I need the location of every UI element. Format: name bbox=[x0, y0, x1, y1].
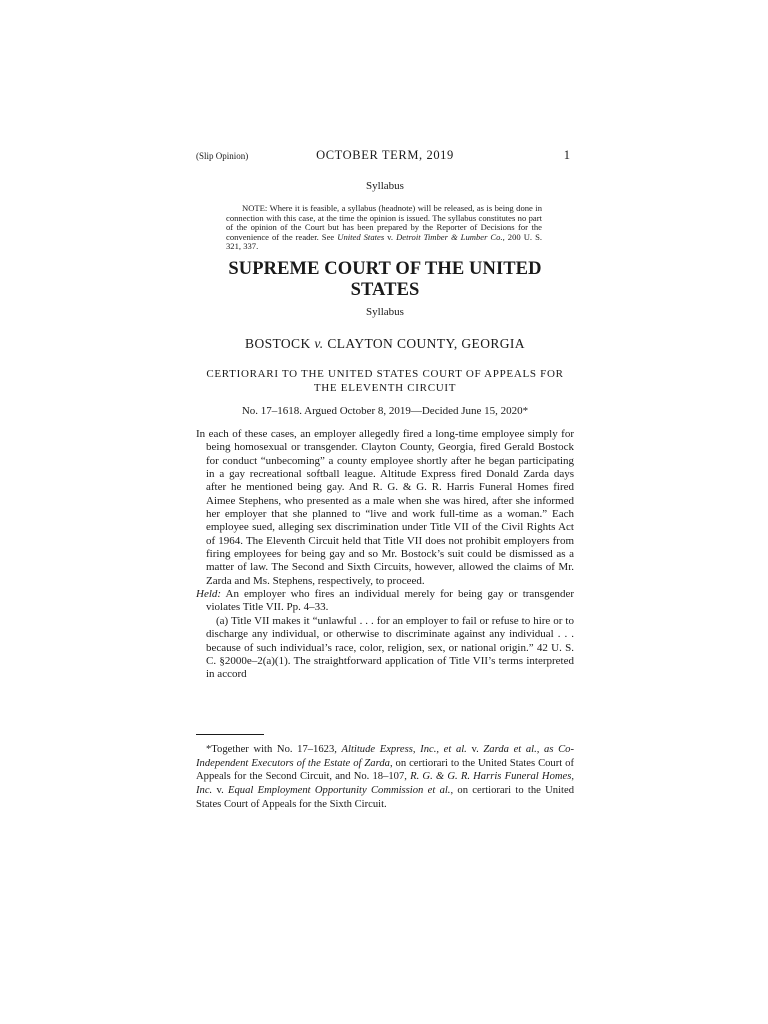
argued-decided-line: No. 17–1618. Argued October 8, 2019—Decided June 15, 2020* bbox=[241, 405, 529, 417]
versus-label: v. bbox=[314, 336, 324, 351]
footnote-text-3: , on certiorari to the United States Court of Appeals for the Second Circuit, and No. 18–107, bbox=[196, 757, 574, 783]
syllabus-body bbox=[196, 428, 574, 682]
footnote-text-4: v. bbox=[212, 785, 229, 797]
note-text: NOTE: Where it is feasible, a syllabus (headnote) will be released, as is being done in connection with this case, at the time the opinion is issued. The syllabus constitutes no part of the opinion of the Court but has been prepared by the Reporter of Decisions for the convenience of the reader. See bbox=[226, 203, 542, 242]
petitioner-name: BOSTOCK bbox=[245, 336, 311, 351]
footnote-case-4: Equal Employment Opportunity Commission et al. bbox=[228, 785, 451, 797]
note-citation-party-2: Detroit Timber & Lumber Co. bbox=[396, 231, 503, 242]
case-caption bbox=[196, 336, 574, 352]
court-title: SUPREME COURT OF THE UNITED STATES bbox=[228, 259, 542, 300]
footnote-text-5: , on certiorari to the United States Court of Appeals for the Sixth Circuit. bbox=[196, 785, 574, 810]
held-paragraph bbox=[196, 588, 574, 615]
footnote-divider bbox=[196, 734, 264, 735]
slip-opinion-label: (Slip Opinion) bbox=[196, 151, 249, 161]
certiorari-line-2: THE ELEVENTH CIRCUIT bbox=[313, 382, 457, 394]
footnote-case-3: R. G. & G. R. Harris Funeral Homes, Inc. bbox=[196, 771, 574, 797]
certiorari-line bbox=[196, 367, 574, 395]
facts-paragraph: In each of these cases, an employer allegedly fired a long-time employee simply for being homosexual or transgender. Clayton County, Georgia, fired Gerald Bostock for conduct “unbecoming” a county employee shortly after he began participating in a gay recreational softball league. Altitude Express fired Donald Zarda days after he mentioned being gay. And R. G. & G. R. Harris Funeral Homes fired Aimee Stephens, who presented as a male when she was hired, after she informed her employer that she planned to “live and work full-time as a woman.” Each employee sued, alleging sex discrimination under Title VII of the Civil Rights Act of 1964. The Eleventh Circuit held that Title VII does not prohibit employers from firing employees for being gay and so Mr. Bostock’s suit could be dismissed as a matter of law. The Second and Sixth Circuits, however, allowed the claims of Mr. Zarda and Ms. Stephens, respectively, to proceed. bbox=[196, 428, 574, 587]
footnote-case-2: Zarda et al., as Co-Independent Executors of the Estate of Zarda bbox=[196, 744, 574, 769]
term-label: OCTOBER TERM, 2019 bbox=[316, 148, 454, 162]
respondent-name: CLAYTON COUNTY, GEORGIA bbox=[327, 336, 525, 351]
syllabus-heading: Syllabus bbox=[366, 306, 404, 318]
syllabus-running-head: Syllabus bbox=[366, 180, 404, 192]
footnote-case-1: Altitude Express, Inc., et al. bbox=[341, 744, 467, 755]
point-a-paragraph: (a) Title VII makes it “unlawful . . . for an employer to fail or refuse to hire or to discharge any individual, or otherwise to discriminate against any individual . . . because of such individual’s race, color, religion, sex, or national origin.” 42 U. S. C. §2000e–2(a)(1). The straightforward application of Title VII’s terms interpreted in accord bbox=[206, 614, 574, 681]
footnote-text-2: v. bbox=[466, 744, 484, 755]
held-label: Held: bbox=[196, 588, 222, 601]
footnote bbox=[196, 743, 574, 812]
page-header bbox=[196, 148, 574, 164]
note-citation-reporter: , 200 U. S. 321, 337. bbox=[226, 231, 542, 252]
page-number: 1 bbox=[563, 148, 570, 162]
certiorari-line-1: CERTIORARI TO THE UNITED STATES COURT OF APPEALS FOR bbox=[206, 368, 564, 380]
reporter-note bbox=[226, 204, 542, 252]
note-citation-v: v. bbox=[384, 231, 397, 242]
held-text: An employer who fires an individual merely for being gay or transgender violates Title VII. Pp. 4–33. bbox=[206, 588, 574, 614]
note-citation-party: United States bbox=[337, 231, 385, 242]
footnote-text-1: *Together with No. 17–1623, bbox=[206, 744, 342, 755]
